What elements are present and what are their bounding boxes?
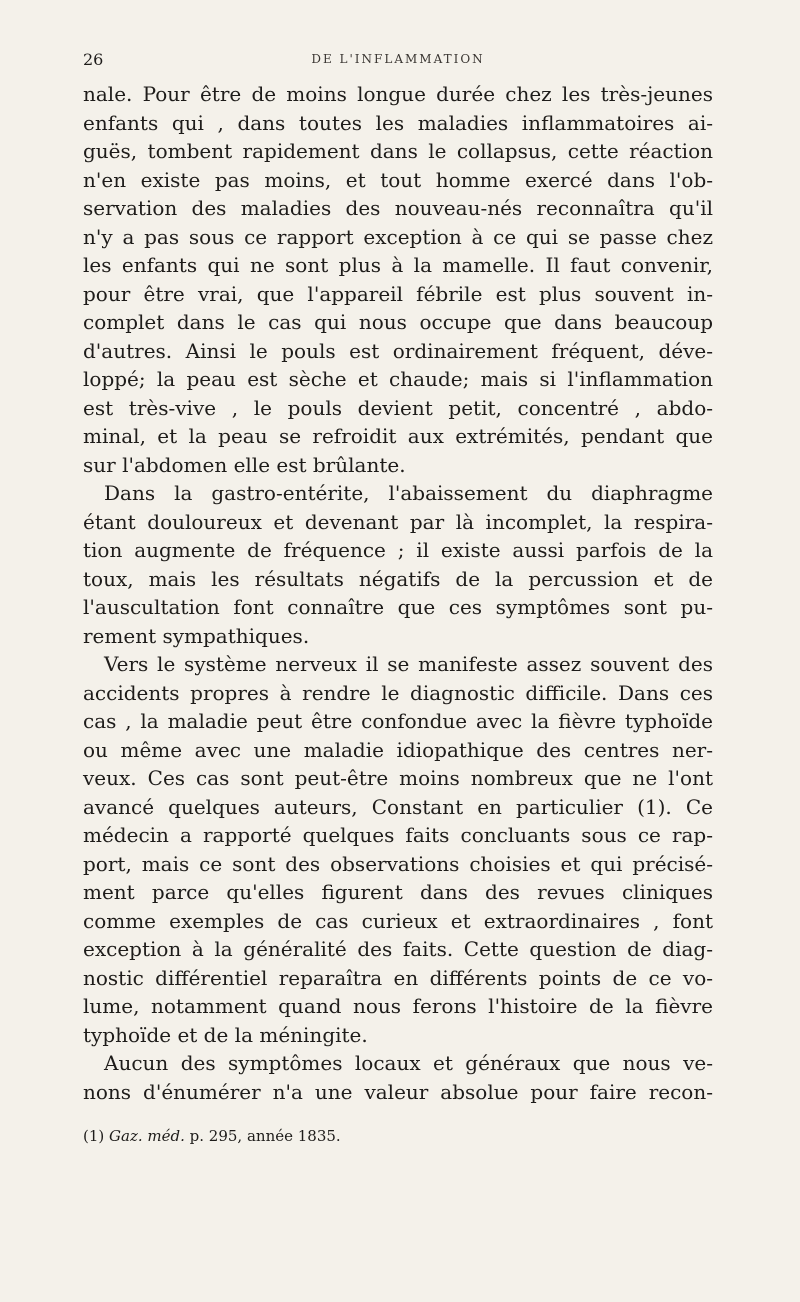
text-line: sur l'abdomen elle est brûlante. [83,452,406,477]
page-number: 26 [83,50,104,69]
text-line: d'autres. Ainsi le pouls est ordinairement fréquent, déve- [83,338,713,363]
text-line: nostic différentiel reparaîtra en différents points de ce vo- [83,965,713,990]
footnote-marker: (1) [83,1127,105,1145]
text-line: n'en existe pas moins, et tout homme exercé dans l'ob- [83,167,713,192]
text-line: lume, notamment quand nous ferons l'histoire de la fièvre [83,994,713,1018]
text-line: pour être vrai, que l'appareil fébrile est plus souvent in- [83,281,713,306]
text-line: exception à la généralité des faits. Cette question de diag- [83,937,713,961]
text-line: Vers le système nerveux il se manifeste assez souvent des [104,652,713,676]
text-line: cas , la maladie peut être confondue avec la fièvre typhoïde [83,709,713,733]
text-line: port, mais ce sont des observations choisies et qui précisé- [83,851,713,876]
text-line: complet dans le cas qui nous occupe que dans beaucoup [83,310,713,334]
text-line: typhoïde et de la méningite. [83,1022,368,1047]
text-line: comme exemples de cas curieux et extraordinaires , font [83,908,713,933]
text-line: n'y a pas sous ce rapport exception à ce qui se passe chez [83,224,713,249]
text-line: servation des maladies des nouveau-nés reconnaîtra qu'il [83,196,713,220]
footnote-reference: p. 295, année 1835. [189,1127,341,1145]
text-line: nons d'énumérer n'a une valeur absolue pour faire recon- [83,1079,713,1104]
text-line: rement sympathiques. [83,623,310,648]
text-line: ou même avec une maladie idiopathique des centres ner- [83,737,713,762]
text-line: accidents propres à rendre le diagnostic difficile. Dans ces [83,680,713,705]
text-line: est très-vive , le pouls devient petit, concentré , abdo- [83,395,713,420]
text-line: nale. Pour être de moins longue durée chez les très-jeunes [83,82,713,106]
text-line: minal, et la peau se refroidit aux extrémités, pendant que [83,424,713,448]
text-line: Aucun des symptômes locaux et généraux que nous ve- [104,1051,713,1075]
footnote [83,1126,713,1146]
text-line: ment parce qu'elles figurent dans des revues cliniques [83,880,713,904]
text-line: Dans la gastro-entérite, l'abaissement du diaphragme [104,481,713,505]
text-line: médecin a rapporté quelques faits concluants sous ce rap- [83,823,713,847]
text-line: veux. Ces cas sont peut-être moins nombreux que ne l'ont [83,766,713,790]
text-line: avancé quelques auteurs, Constant en particulier (1). Ce [83,794,713,819]
body-text [83,80,713,1106]
page-header [83,50,713,74]
text-line: tion augmente de fréquence ; il existe aussi parfois de la [83,538,713,562]
running-head: DE L'INFLAMMATION [311,52,485,66]
text-line: loppé; la peau est sèche et chaude; mais si l'inflammation [83,367,713,391]
text-line: guës, tombent rapidement dans le collapsus, cette réaction [83,139,713,163]
text-line: l'auscultation font connaître que ces symptômes sont pu- [83,595,713,619]
footnote-source: Gaz. méd. [109,1127,185,1145]
text-line: toux, mais les résultats négatifs de la percussion et de [83,566,713,591]
text-line: les enfants qui ne sont plus à la mamelle. Il faut convenir, [83,253,713,277]
text-line: enfants qui , dans toutes les maladies inflammatoires ai- [83,110,713,135]
text-line: étant douloureux et devenant par là incomplet, la respira- [83,509,713,534]
